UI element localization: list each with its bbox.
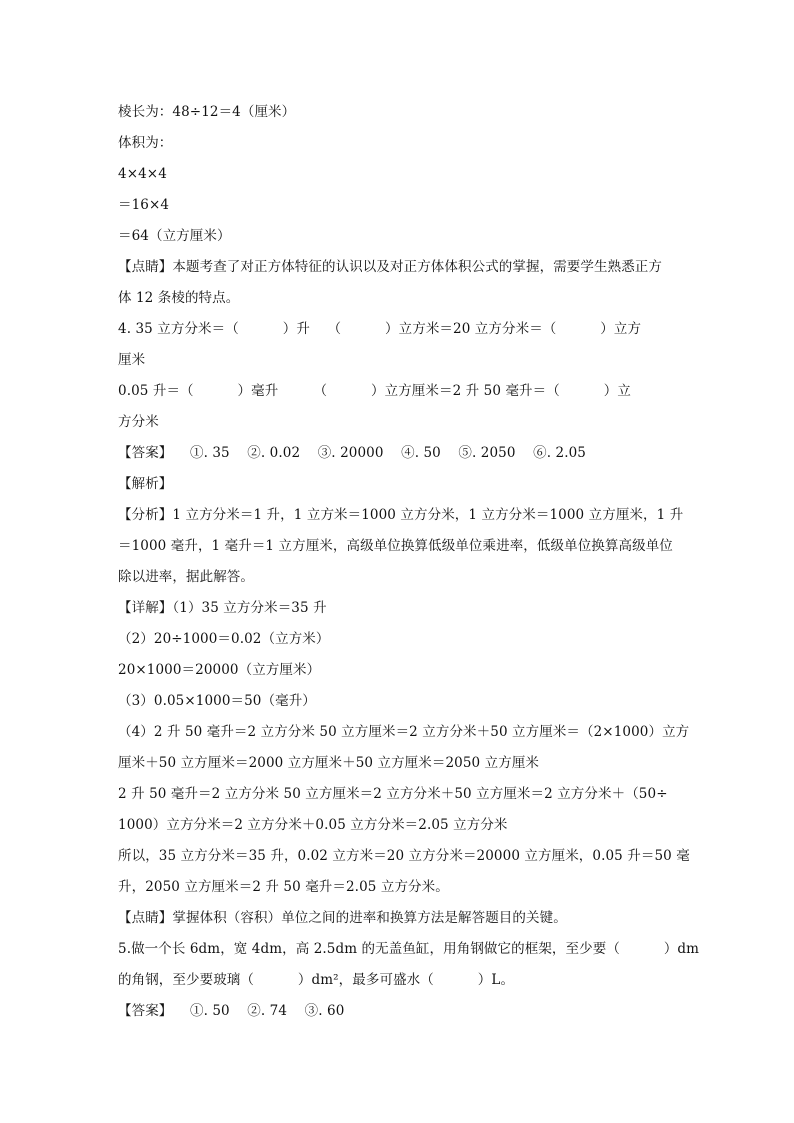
text-line: （3）0.05×1000＝50（毫升） — [118, 693, 316, 709]
text-line: 1000）立方分米＝2 立方分米＋0.05 立方分米＝2.05 立方分米 — [118, 817, 508, 833]
text-line: （2）20÷1000＝0.02（立方米） — [118, 631, 330, 647]
text-line: 升，2050 立方厘米＝2 升 50 毫升＝2.05 立方分米。 — [118, 879, 449, 895]
question-4-line: 0.05 升＝（ ）毫升 （ ）立方厘米＝2 升 50 毫升＝（ ）立 — [118, 383, 631, 399]
text-line: ＝64（立方厘米） — [118, 228, 231, 244]
text-line: 4×4×4 — [118, 166, 167, 182]
text-line: 所以，35 立方分米＝35 升，0.02 立方米＝20 立方分米＝20000 立方厘米，0.05 升＝50 毫 — [118, 848, 690, 864]
answer-line: 【答案】 ①. 50 ②. 74 ③. 60 — [118, 1003, 345, 1019]
text-line: 棱长为：48÷12＝4（厘米） — [118, 104, 296, 120]
text-line: 方分米 — [118, 414, 159, 430]
text-line: ＝16×4 — [118, 197, 170, 213]
text-line: 体积为： — [118, 135, 173, 151]
comment-line: 【点睛】掌握体积（容积）单位之间的进率和换算方法是解答题目的关键。 — [118, 910, 567, 926]
answer-line: 【答案】 ①. 35 ②. 0.02 ③. 20000 ④. 50 ⑤. 2050 ⑥. 2.05 — [118, 445, 586, 461]
text-line: 的角钢，至少要玻璃（ ）dm²，最多可盛水（ ）L。 — [118, 972, 515, 988]
text-line: 厘米＋50 立方厘米＝2000 立方厘米＋50 立方厘米＝2050 立方厘米 — [118, 755, 540, 771]
text-line: （4）2 升 50 毫升＝2 立方分米 50 立方厘米＝2 立方分米＋50 立方厘米＝（2×1000）立方 — [118, 724, 690, 740]
document-body — [118, 97, 700, 1027]
text-line: 厘米 — [118, 352, 146, 368]
text-line: 除以进率，据此解答。 — [118, 569, 254, 585]
analysis-heading: 【解析】 — [118, 476, 173, 492]
question-5-line: 5.做一个长 6dm，宽 4dm，高 2.5dm 的无盖鱼缸，用角钢做它的框架，至少要（ ）dm — [118, 941, 700, 957]
text-line: 体 12 条棱的特点。 — [118, 290, 240, 306]
text-line: ＝1000 毫升，1 毫升＝1 立方厘米，高级单位换算低级单位乘进率，低级单位换算高级单位 — [118, 538, 673, 554]
analysis-line: 【分析】1 立方分米＝1 升，1 立方米＝1000 立方分米，1 立方分米＝1000 立方厘米，1 升 — [118, 507, 684, 523]
question-4-line: 4. 35 立方分米＝（ ）升 （ ）立方米＝20 立方分米＝（ ）立方 — [118, 321, 642, 337]
text-line: 20×1000＝20000（立方厘米） — [118, 662, 321, 678]
detail-line: 【详解】（1）35 立方分米＝35 升 — [118, 600, 327, 616]
text-line: 2 升 50 毫升＝2 立方分米 50 立方厘米＝2 立方分米＋50 立方厘米＝2 立方分米＋（50÷ — [118, 786, 668, 802]
comment-line: 【点睛】本题考查了对正方体特征的认识以及对正方体体积公式的掌握，需要学生熟悉正方 — [118, 259, 662, 275]
